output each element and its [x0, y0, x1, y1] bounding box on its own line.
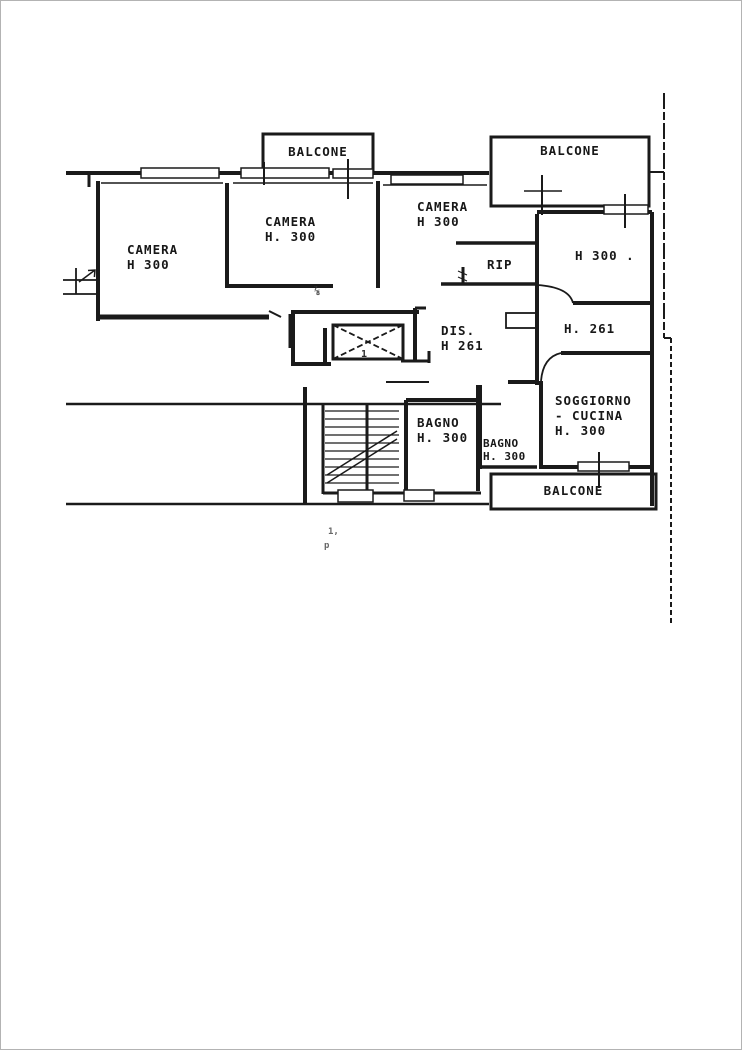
room-name: BAGNO: [483, 437, 519, 450]
label-balcony-top-right: BALCONE: [540, 143, 600, 158]
label-disimpegno: [441, 323, 484, 353]
room-name-2: - CUCINA: [555, 408, 624, 423]
label-room-right-height: H 300 .: [575, 248, 635, 263]
stair-treads: [325, 411, 399, 483]
label-camera-mid: [265, 214, 316, 244]
scan-smudge-1: 1,: [328, 527, 339, 537]
label-hall-right-height: H. 261: [564, 321, 616, 336]
floorplan: [1, 1, 741, 1049]
mark-wall-fraction: ⅞: [314, 286, 322, 297]
room-height: H. 300: [417, 430, 469, 445]
label-camera-left: [127, 242, 178, 272]
room-height: H 300: [417, 214, 460, 229]
label-balcony-bottom: BALCONE: [543, 483, 604, 498]
room-height: H. 300: [555, 423, 607, 438]
label-balcony-top-left: BALCONE: [288, 144, 348, 159]
room-height: H 300: [127, 257, 170, 272]
label-soggiorno: [555, 393, 632, 438]
room-height: H 261: [441, 338, 484, 353]
room-height: H. 300: [483, 450, 526, 463]
door-arc-h300: [537, 285, 573, 303]
scan-smudge-2: p: [324, 541, 330, 551]
label-camera-right: [417, 199, 468, 229]
stair-sill-1: [338, 490, 373, 502]
label-rip: RIP: [487, 257, 513, 272]
label-bagno-small: [483, 437, 526, 463]
door-arc-soggiorno: [541, 353, 561, 381]
room-name: BAGNO: [417, 415, 460, 430]
room-name: SOGGIORNO: [555, 393, 632, 408]
stair-sill-2: [404, 490, 434, 501]
room-name: CAMERA: [265, 214, 317, 229]
room-name: CAMERA: [127, 242, 179, 257]
room-height: H. 300: [265, 229, 317, 244]
label-bagno-main: [417, 415, 468, 445]
door-niche: [506, 313, 537, 328]
wall-hook: [269, 311, 281, 317]
room-name: DIS.: [441, 323, 476, 338]
room-name: CAMERA: [417, 199, 469, 214]
label-elevator-number: 1: [361, 349, 369, 360]
